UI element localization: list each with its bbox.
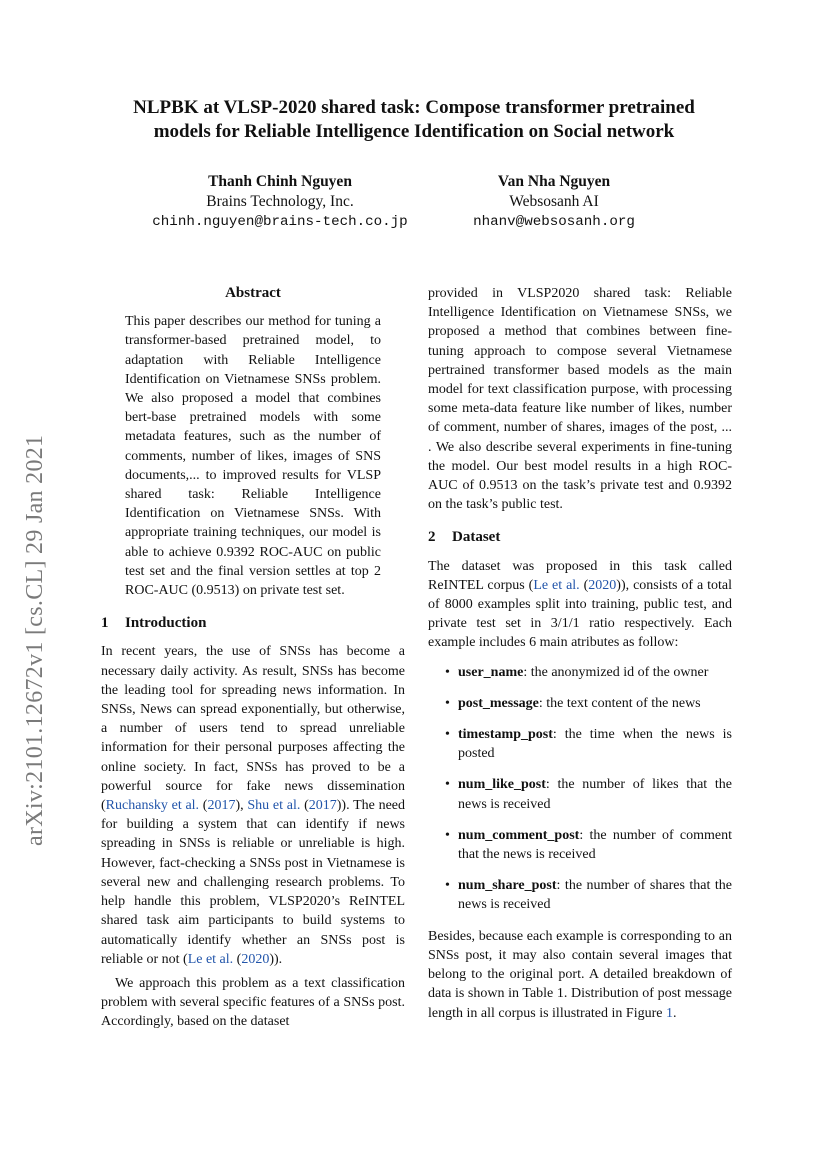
attribute-name: user_name: [458, 664, 524, 680]
arxiv-stamp: arXiv:2101.12672v1 [cs.CL] 29 Jan 2021: [22, 434, 48, 846]
list-item: [428, 663, 732, 682]
section-heading-introduction: [101, 614, 405, 633]
citation-le[interactable]: Le et al.: [533, 577, 580, 593]
intro-continued-paragraph: provided in VLSP2020 shared task: Reliable Intelligence Identification on Vietnamese SNSs, we proposed a method that combines between fine-tuning approach to compose several Vietnamese pertrained transformer based models as the main model for text classification purpose, with processing some meta-data feature like number of likes, number of comment, number of shares, images of the post, ... . We also describe several experiments in fine-tuning the model. Our best model results in a high ROC-AUC of 0.9513 on the task’s private test and 0.9392 on the task’s public test.: [428, 286, 732, 513]
abstract-heading: Abstract: [225, 285, 281, 301]
right-column: [428, 284, 732, 1023]
section-number: 1: [101, 615, 109, 632]
title-line-2: models for Reliable Intelligence Identification on Social network: [153, 121, 675, 142]
attribute-name: timestamp_post: [458, 727, 553, 743]
paper-title: [0, 96, 828, 144]
intro-text: In recent years, the use of SNSs has become a necessary daily activity. As result, SNSs has become the leading tool for spreading news information. In SNSs, News can spread exponentially, but otherwise, a number of users tend to spread unreliable information for their personal purposes affecting the online society. In fact, SNSs has proved to be a powerful source for fake news dissemination (: [101, 644, 405, 814]
dataset-text: The dataset was proposed in this task called ReINTEL corpus (: [428, 558, 732, 593]
intro-paragraph-1: In recent years, the use of SNSs has become a necessary daily activity. As result, SNSs has become the leading tool for spreading news information. In SNSs, News can spread exponentially, but otherwise, a number of users tend to spread unreliable information for their personal purposes affecting the online society. In fact, SNSs has proved to be a powerful source for fake news dissemination (Ruchansky et al. (2017), Shu et al. (2017)). The need for building a system that can identify if news spreading in SNSs is reliable or unreliable is high. However, fact-checking a SNSs post in Vietnamese is several new and challenging research problems. To help handle this problem, VLSP2020’s ReINTEL shared task aim participants to build systems to automatically identify whether an SNSs post is reliable or not (Le et al. (2020)).: [101, 644, 405, 967]
attribute-desc: : the number of comment that the news is received: [458, 827, 732, 863]
citation-le-year[interactable]: 2020: [588, 577, 617, 593]
author-block-2: [454, 172, 654, 232]
list-item: [428, 826, 732, 864]
attribute-desc: : the number of likes that the news is received: [458, 777, 732, 812]
attribute-name: num_like_post: [458, 777, 546, 793]
section-heading-dataset: [428, 528, 732, 547]
abstract-text: This paper describes our method for tuning a transformer-based pretrained model, to adaptation with Reliable Intelligence Identification on Vietnamese SNSs problem. We also proposed a model that combines bert-base pretrained models with some metadata features, such as the number of comments, number of likes, images of SNS documents,... to improved results for VLSP shared task: Reliable Intelligence Identification on Vietnamese SNSs. With appropriate training techniques, our model is able to achieve 0.9392 ROC-AUC on public test set and the final version settles at top 2 ROC-AUC (0.9513) on private test set.: [125, 314, 381, 599]
title-line-1: NLPBK at VLSP-2020 shared task: Compose transformer pretrained: [133, 97, 695, 118]
citation-le[interactable]: Le et al.: [187, 951, 234, 967]
attribute-desc: : the text content of the news: [538, 695, 701, 711]
author-affiliation: Websosanh AI: [509, 193, 599, 210]
citation-ruchansky-year[interactable]: 2017: [207, 798, 236, 814]
citation-shu-year[interactable]: 2017: [308, 798, 337, 814]
citation-shu[interactable]: Shu et al.: [247, 798, 301, 814]
attribute-name: num_share_post: [458, 878, 557, 894]
author-name: Van Nha Nguyen: [497, 173, 611, 190]
section-title: Dataset: [452, 529, 501, 546]
attribute-desc: : the time when the news is posted: [458, 727, 732, 762]
attribute-name: num_comment_post: [458, 827, 580, 843]
author-name: Thanh Chinh Nguyen: [208, 173, 352, 190]
author-block-1: [152, 172, 408, 232]
attribute-desc: : the anonymized id of the owner: [523, 664, 709, 680]
citation-ruchansky[interactable]: Ruchansky et al.: [105, 798, 200, 814]
dataset-text: .: [672, 1005, 677, 1021]
list-item: [428, 694, 732, 713]
attribute-desc: : the number of shares that the news is received: [458, 878, 732, 913]
dataset-text: Besides, because each example is corresponding to an SNSs post, it may also contain several images that belong to the original port. A detailed breakdown of data is shown in Table 1. Distribution of post message length in all corpus is illustrated in Figure: [428, 928, 732, 1021]
author-email[interactable]: nhanv@websosanh.org: [473, 214, 635, 230]
list-item: [428, 876, 732, 914]
section-title: Introduction: [125, 615, 207, 632]
author-affiliation: Brains Technology, Inc.: [206, 193, 354, 210]
attribute-name: post_message: [458, 695, 539, 711]
figure-reference[interactable]: 1: [665, 1005, 673, 1021]
intro-paragraph-2: We approach this problem as a text classification problem with several specific features of a SNSs post. Accordingly, based on the dataset: [101, 975, 405, 1030]
dataset-paragraph-1: The dataset was proposed in this task called ReINTEL corpus (Le et al. (2020)), consists of a total of 8000 examples split into training, public test, and private test set in 3/1/1 ratio respectively. Each example includes 6 main atributes as follow:: [428, 558, 732, 651]
attribute-list: [428, 663, 732, 915]
list-item: [428, 775, 732, 813]
intro-text: The need for building a system that can identify if news spreading in SNSs is reliable or unreliable is high. However, fact-checking a SNSs post in Vietnamese is several new and challenging research problems. To help handle this problem, VLSP2020’s ReINTEL shared task aim participants to build systems to automatically identify whether an SNSs post is reliable or not (: [101, 798, 405, 967]
left-column: [101, 284, 405, 1032]
author-email[interactable]: chinh.nguyen@brains-tech.co.jp: [152, 214, 408, 230]
dataset-paragraph-2: [428, 927, 732, 1023]
citation-le-year[interactable]: 2020: [241, 951, 270, 967]
section-number: 2: [428, 529, 436, 546]
dataset-text: ), consists of a total of 8000 examples split into training, public test, and private test set in 3/1/1 ratio respectively. Each example includes 6 main atributes as follow:: [428, 577, 732, 651]
list-item: [428, 725, 732, 763]
